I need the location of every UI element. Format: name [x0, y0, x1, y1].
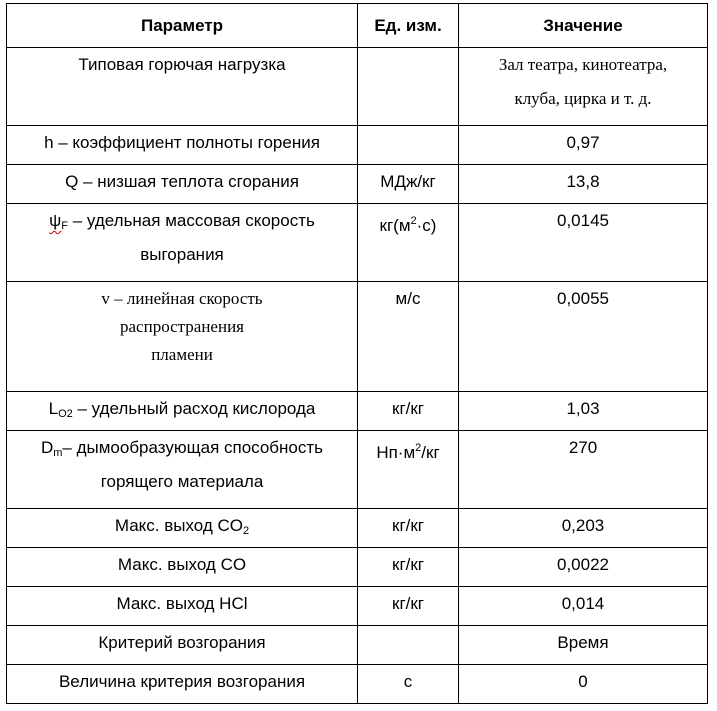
table-row: [7, 126, 708, 165]
unit-cell: кг/кг: [358, 587, 459, 626]
table-row: [7, 587, 708, 626]
value-line: Зал театра, кинотеатра,: [498, 55, 668, 74]
value-cell: Время: [459, 626, 708, 665]
param-line: [11, 438, 353, 463]
unit-cell: кг/кг: [358, 509, 459, 548]
param-symbol: D: [40, 438, 54, 457]
table-row: [7, 665, 708, 704]
table-row: [7, 431, 708, 509]
param-line: выгорания: [140, 245, 224, 264]
parameters-table: [6, 3, 708, 704]
param-cell: Критерий возгорания: [7, 626, 358, 665]
param-cell: [7, 392, 358, 431]
unit-cell: [358, 431, 459, 509]
table-header-row: [7, 4, 708, 48]
unit-superscript: 2: [410, 215, 417, 227]
unit-cell: [358, 48, 459, 126]
table-row: [7, 48, 708, 126]
header-param: Параметр: [7, 4, 358, 48]
param-line: v – линейная скорость: [101, 289, 263, 308]
unit-superscript: 2: [415, 442, 422, 454]
unit-cell: [358, 626, 459, 665]
value-line: клуба, цирка и т. д.: [514, 89, 652, 108]
param-text: – удельная массовая скорость: [68, 211, 315, 230]
value-cell: 0,97: [459, 126, 708, 165]
table-row: [7, 626, 708, 665]
unit-cell: кг/кг: [358, 392, 459, 431]
param-subscript: 2: [243, 525, 250, 537]
param-text: – дымообразующая способность: [62, 438, 324, 457]
unit-text: ·с): [416, 216, 437, 235]
value-cell: 0,0145: [459, 204, 708, 282]
unit-text: кг(м: [379, 216, 411, 235]
param-cell: [7, 431, 358, 509]
unit-cell: МДж/кг: [358, 165, 459, 204]
unit-cell: м/с: [358, 282, 459, 392]
value-cell: 270: [459, 431, 708, 509]
param-cell: Макс. выход HCl: [7, 587, 358, 626]
param-cell: Величина критерия возгорания: [7, 665, 358, 704]
param-cell: [7, 282, 358, 392]
param-cell: h – коэффициент полноты горения: [7, 126, 358, 165]
header-unit: Ед. изм.: [358, 4, 459, 48]
param-subscript: F: [61, 220, 68, 232]
param-line: [11, 211, 353, 236]
param-cell: [7, 204, 358, 282]
value-cell: [459, 48, 708, 126]
unit-text: /кг: [421, 443, 440, 462]
param-symbol: L: [48, 399, 59, 418]
param-cell: Макс. выход CO: [7, 548, 358, 587]
value-cell: 0,0055: [459, 282, 708, 392]
unit-cell: [358, 204, 459, 282]
unit-text: Нп·м: [376, 443, 416, 462]
param-cell: Q – низшая теплота сгорания: [7, 165, 358, 204]
param-subscript: O2: [58, 408, 73, 420]
value-cell: 0,203: [459, 509, 708, 548]
table-row: [7, 204, 708, 282]
param-line: горящего материала: [100, 472, 264, 491]
table-row: [7, 165, 708, 204]
value-cell: 13,8: [459, 165, 708, 204]
unit-cell: с: [358, 665, 459, 704]
param-subscript: m: [53, 447, 63, 459]
table-row: [7, 548, 708, 587]
header-value: Значение: [459, 4, 708, 48]
unit-cell: [358, 126, 459, 165]
unit-cell: кг/кг: [358, 548, 459, 587]
param-symbol: ψ: [49, 211, 62, 230]
param-cell: [7, 509, 358, 548]
value-cell: 0,0022: [459, 548, 708, 587]
param-line: пламени: [151, 345, 213, 364]
value-cell: 1,03: [459, 392, 708, 431]
table-row: [7, 282, 708, 392]
value-cell: 0: [459, 665, 708, 704]
value-cell: 0,014: [459, 587, 708, 626]
param-line: распространения: [120, 317, 244, 336]
table-row: [7, 509, 708, 548]
param-cell: Типовая горючая нагрузка: [7, 48, 358, 126]
param-text: – удельный расход кислорода: [77, 399, 316, 418]
param-text: Макс. выход CO: [114, 516, 244, 535]
table-row: [7, 392, 708, 431]
